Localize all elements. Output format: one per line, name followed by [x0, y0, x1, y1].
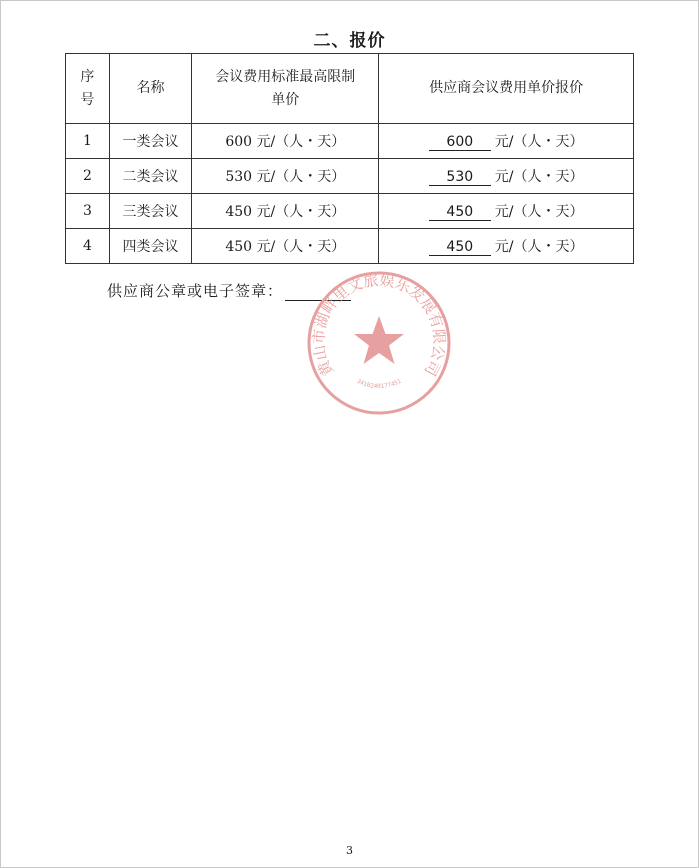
- company-seal: [304, 268, 454, 418]
- section-title: 二、报价: [313, 31, 386, 51]
- seal-text: 黄山市湖畔里文旅娱乐发展有限公司: [309, 270, 449, 379]
- row-seq: 4: [66, 229, 110, 264]
- row-standard: 450 元/（人・天）: [192, 229, 379, 264]
- header-quote: 供应商会议费用单价报价: [379, 54, 634, 124]
- row-seq: 2: [66, 159, 110, 194]
- header-standard: 会议费用标准最高限制 单价: [192, 54, 379, 124]
- row-seq: 3: [66, 194, 110, 229]
- row-name: 二类会议: [109, 159, 192, 194]
- quote-unit: 元/（人・天）: [494, 169, 584, 185]
- row-quote: [379, 159, 634, 194]
- row-standard: 530 元/（人・天）: [192, 159, 379, 194]
- row-standard: 600 元/（人・天）: [192, 124, 379, 159]
- quote-unit: 元/（人・天）: [494, 134, 584, 150]
- seal-number: 3410240177451: [355, 377, 403, 391]
- quote-unit: 元/（人・天）: [494, 239, 584, 255]
- table-header-row: [66, 54, 634, 124]
- header-name: 名称: [109, 54, 192, 124]
- row-standard: 450 元/（人・天）: [192, 194, 379, 229]
- row-name: 四类会议: [109, 229, 192, 264]
- quote-unit: 元/（人・天）: [494, 204, 584, 220]
- page-number: 3: [346, 844, 353, 857]
- table-row: [66, 229, 634, 264]
- row-name: 三类会议: [109, 194, 192, 229]
- star-icon: [354, 316, 404, 364]
- quote-table: [65, 53, 634, 264]
- row-quote: [379, 194, 634, 229]
- table-row: [66, 159, 634, 194]
- quote-price: 600: [429, 135, 491, 151]
- row-name: 一类会议: [109, 124, 192, 159]
- header-seq: 序 号: [66, 54, 110, 124]
- row-quote: [379, 229, 634, 264]
- signature-label: 供应商公章或电子签章：: [107, 282, 284, 300]
- quote-price: 450: [429, 240, 491, 256]
- row-quote: [379, 124, 634, 159]
- table-row: [66, 194, 634, 229]
- table-row: [66, 124, 634, 159]
- quote-price: 530: [429, 170, 491, 186]
- row-seq: 1: [66, 124, 110, 159]
- quote-price: 450: [429, 205, 491, 221]
